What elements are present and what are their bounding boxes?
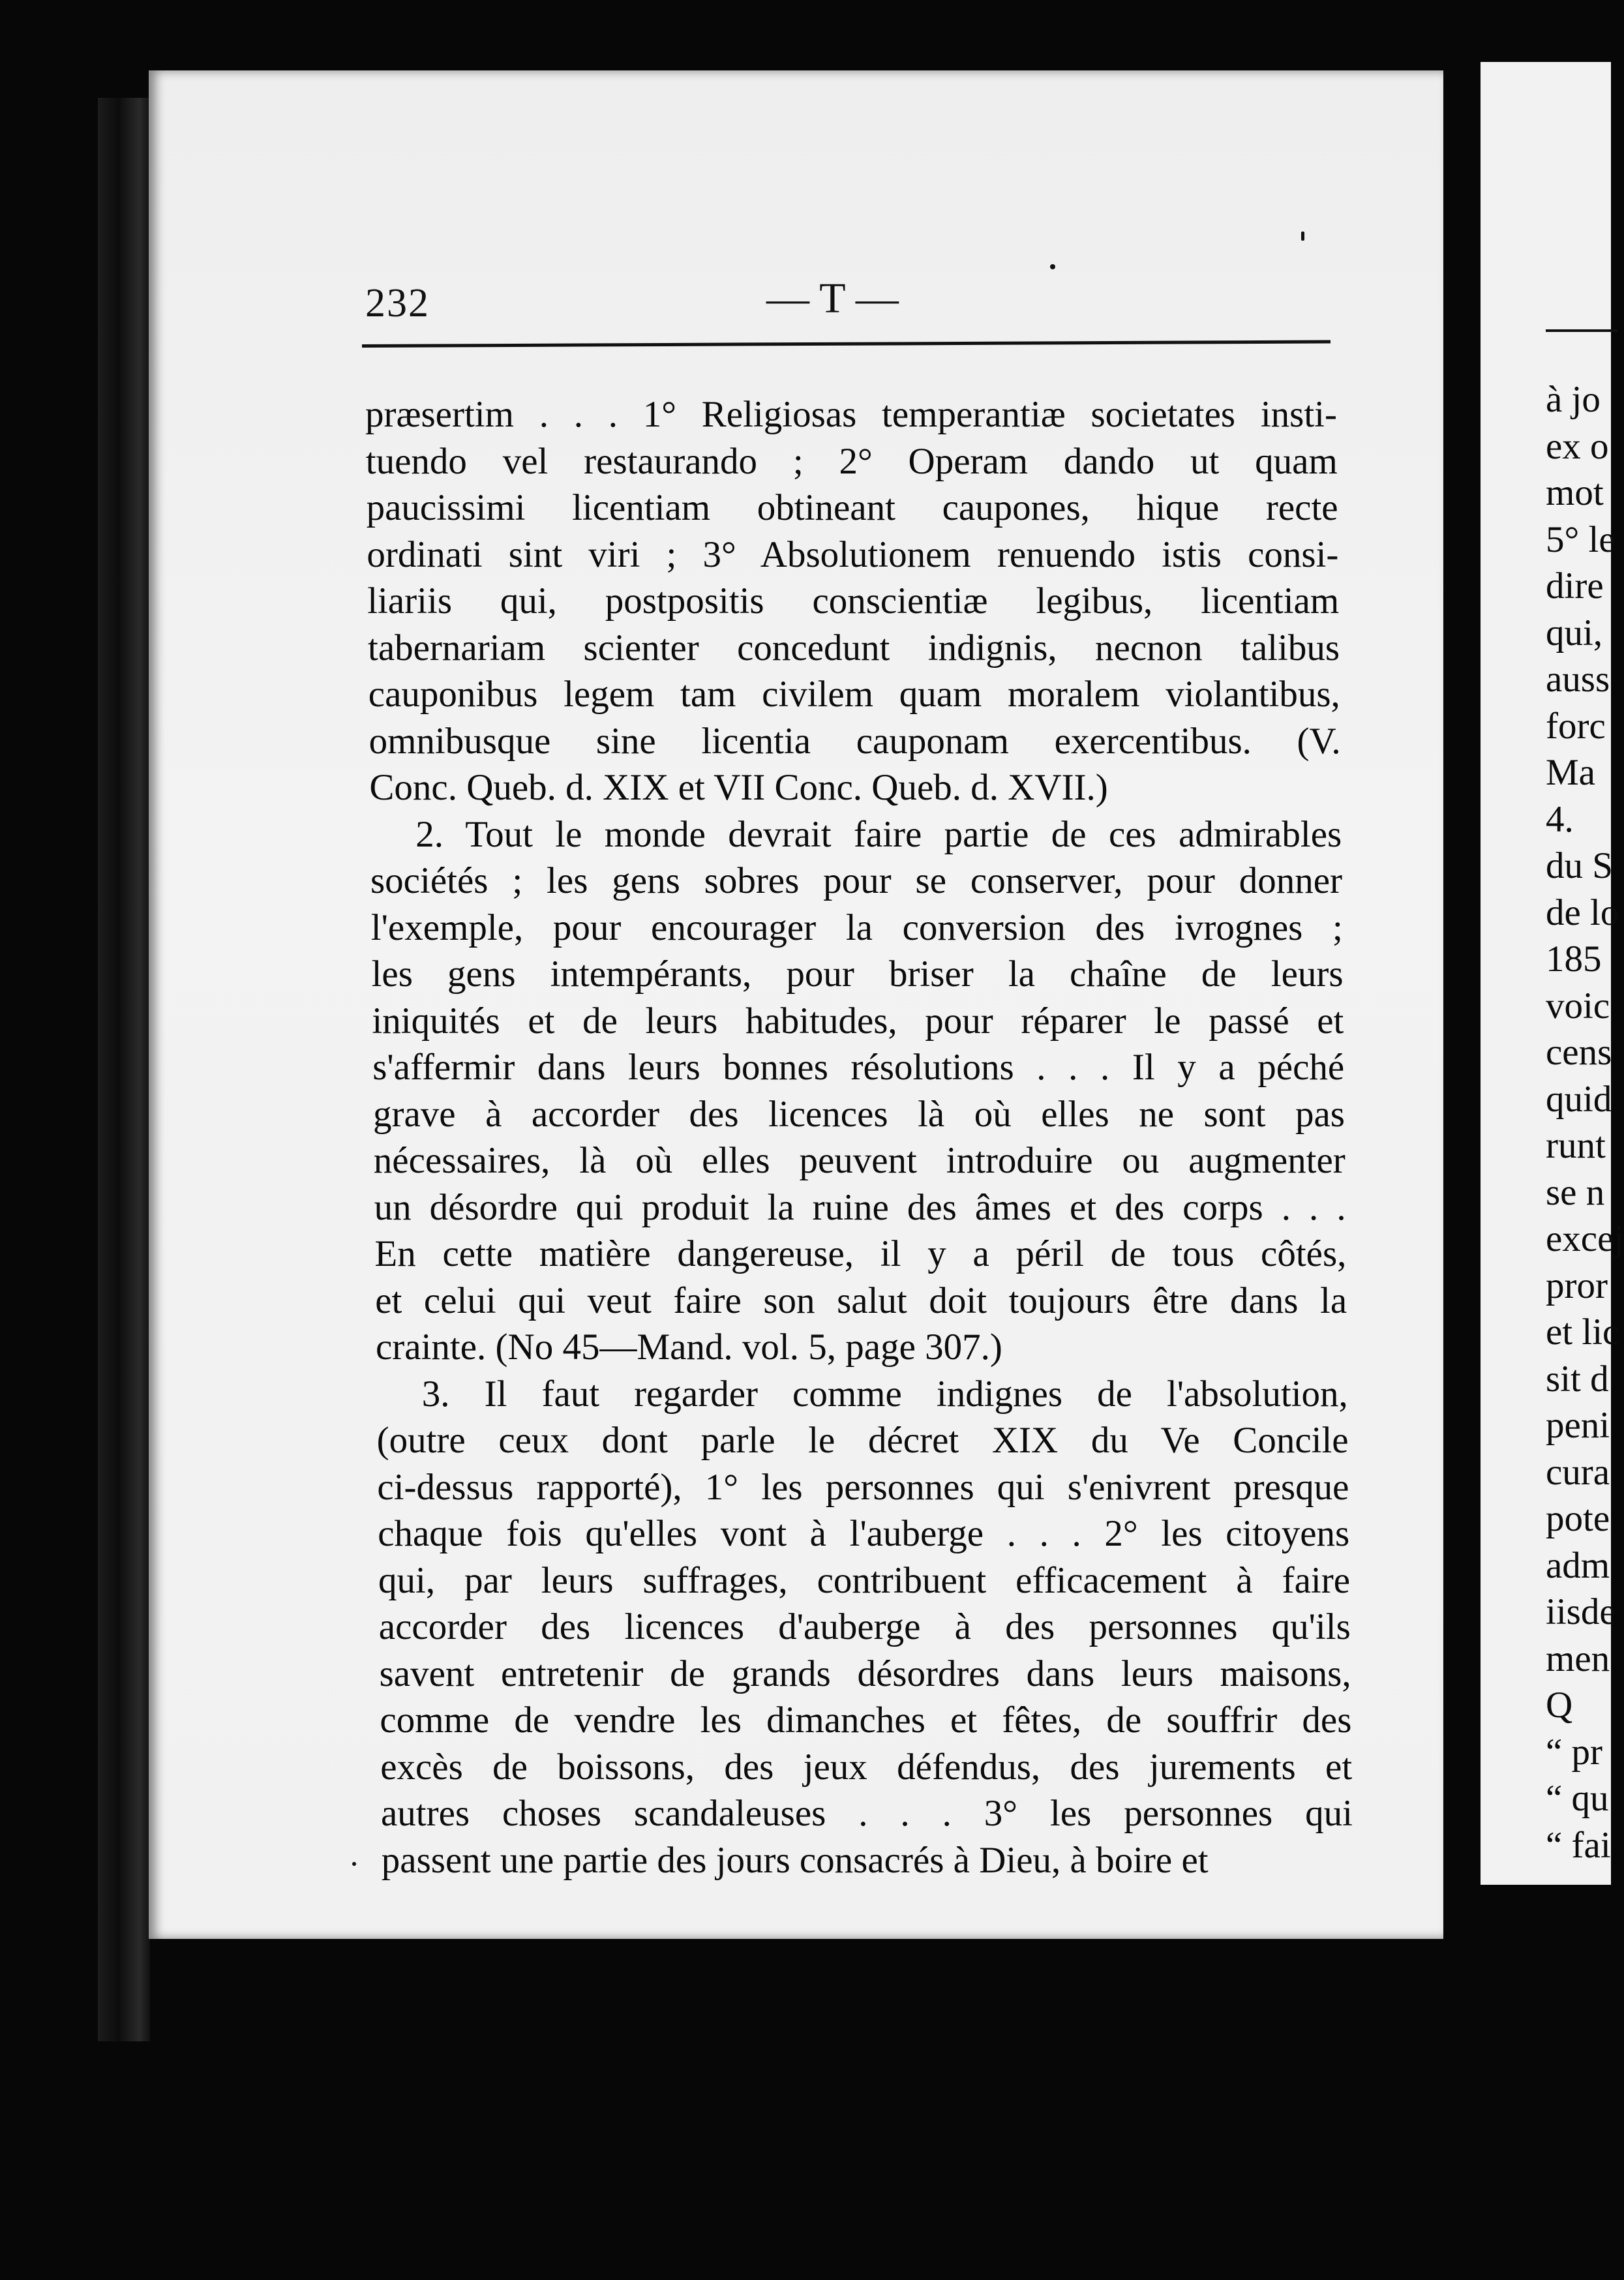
text-line: nécessaires, là où elles peuvent introduire ou augmenter bbox=[373, 1140, 1346, 1181]
text-line: qui, par leurs suffrages, contribuent efficacement à faire bbox=[378, 1559, 1350, 1601]
text-line: cauponibus legem tam civilem quam moralem violantibus, bbox=[368, 674, 1340, 715]
text-line: 3. Il faut regarder comme indignes de l'absolution, bbox=[421, 1373, 1348, 1415]
text-line: un désordre qui produit la ruine des âmes et des corps . . . bbox=[374, 1186, 1346, 1228]
right-page-line: qui, bbox=[1546, 612, 1603, 653]
right-page-line: runt bbox=[1546, 1125, 1606, 1166]
text-line: comme de vendre les dimanches et fêtes, de souffrir des bbox=[380, 1700, 1352, 1741]
text-line: autres choses scandaleuses . . . 3° les personnes qui bbox=[381, 1793, 1353, 1834]
text-line: passent une partie des jours consacrés à Dieu, à boire et bbox=[381, 1839, 1209, 1881]
right-page-line: ex o bbox=[1546, 425, 1609, 467]
text-line: grave à accorder des licences là où elles ne sont pas bbox=[373, 1093, 1345, 1135]
right-page-line: se n bbox=[1546, 1171, 1605, 1213]
right-page-line: 185 bbox=[1546, 938, 1602, 980]
right-page-line: “ pr bbox=[1546, 1731, 1603, 1773]
text-line: excès de boissons, des jeux défendus, des jurements et bbox=[380, 1746, 1353, 1788]
right-page-line: cura bbox=[1546, 1451, 1610, 1493]
text-line: ci-dessus rapporté), 1° les personnes qui s'enivrent presque bbox=[377, 1466, 1349, 1508]
text-line: s'affermir dans leurs bonnes résolutions . . . Il y a péché bbox=[372, 1047, 1345, 1088]
page-number: 232 bbox=[365, 281, 430, 325]
text-line: paucissimi licentiam obtineant caupones, hique recte bbox=[366, 487, 1338, 528]
right-page-line: men bbox=[1546, 1638, 1610, 1679]
text-line: Conc. Queb. d. XIX et VII Conc. Queb. d. XVII.) bbox=[369, 767, 1108, 808]
text-line: En cette matière dangereuse, il y a péril de tous côtés, bbox=[374, 1233, 1347, 1274]
right-page-line: mot bbox=[1546, 472, 1604, 513]
right-page-line: voic bbox=[1546, 985, 1610, 1027]
text-line: les gens intempérants, pour briser la chaîne de leurs bbox=[371, 953, 1344, 995]
right-page-line: peni bbox=[1546, 1405, 1610, 1446]
right-page-line: adm bbox=[1546, 1544, 1610, 1586]
text-line: tabernariam scienter concedunt indignis, necnon talibus bbox=[368, 627, 1340, 668]
text-line: præsertim . . . 1° Religiosas temperantiæ societates insti- bbox=[365, 394, 1337, 435]
text-line: 2. Tout le monde devrait faire partie de ces admirables bbox=[415, 813, 1342, 855]
text-line: tuendo vel restaurando ; 2° Operam dando ut quam bbox=[365, 440, 1338, 482]
right-page-line: forc bbox=[1546, 705, 1606, 747]
right-page-line: excej bbox=[1546, 1218, 1624, 1259]
section-letter-heading: — T — bbox=[766, 275, 899, 322]
text-line: ordinati sint viri ; 3° Absolutionem renuendo istis consi- bbox=[367, 533, 1339, 575]
text-line: omnibusque sine licentia cauponam exercentibus. (V. bbox=[368, 720, 1341, 762]
right-page-line: auss bbox=[1546, 659, 1610, 700]
right-page-line: et lic bbox=[1546, 1312, 1619, 1353]
right-page-line: “ fai bbox=[1546, 1824, 1611, 1866]
right-page-line: de lo bbox=[1546, 892, 1619, 933]
dust-speck bbox=[352, 1862, 356, 1866]
text-line: (outre ceux dont parle le décret XIX du Ve Concile bbox=[376, 1420, 1349, 1461]
text-line: et celui qui veut faire son salut doit toujours être dans la bbox=[375, 1280, 1347, 1321]
text-line: savent entretenir de grands désordres dans leurs maisons, bbox=[379, 1653, 1351, 1694]
right-page-line: 4. bbox=[1546, 798, 1574, 840]
right-page-line: 5° le bbox=[1546, 518, 1616, 560]
right-page-line: sit d bbox=[1546, 1358, 1609, 1400]
right-page-line: cens bbox=[1546, 1032, 1612, 1073]
text-line: l'exemple, pour encourager la conversion des ivrognes ; bbox=[370, 907, 1343, 948]
text-line: crainte. (No 45—Mand. vol. 5, page 307.) bbox=[376, 1327, 1002, 1368]
right-page-line: pote bbox=[1546, 1498, 1610, 1539]
right-page-line: “ qu bbox=[1546, 1778, 1609, 1819]
right-page-line: pror bbox=[1546, 1265, 1608, 1306]
text-line: liariis qui, postpositis conscientiæ legibus, licentiam bbox=[367, 580, 1340, 622]
right-page-line: dire bbox=[1546, 565, 1604, 607]
text-line: accorder des licences d'auberge à des personnes qu'ils bbox=[378, 1606, 1351, 1647]
right-page-line: iisde bbox=[1546, 1591, 1616, 1632]
text-line: sociétés ; les gens sobres pour se conserver, pour donner bbox=[370, 860, 1342, 901]
dust-speck bbox=[1050, 264, 1055, 269]
right-page-line: Ma bbox=[1546, 752, 1595, 793]
right-page-line: à jo bbox=[1546, 379, 1601, 420]
right-page-line: quid bbox=[1546, 1078, 1612, 1120]
right-page-line: Q bbox=[1546, 1685, 1573, 1726]
text-line: chaque fois qu'elles vont à l'auberge . . . 2° les citoyens bbox=[378, 1513, 1350, 1554]
text-line: iniquités et de leurs habitudes, pour réparer le passé et bbox=[372, 1000, 1344, 1042]
dust-speck bbox=[1301, 232, 1304, 241]
right-page-line: du S bbox=[1546, 845, 1613, 886]
